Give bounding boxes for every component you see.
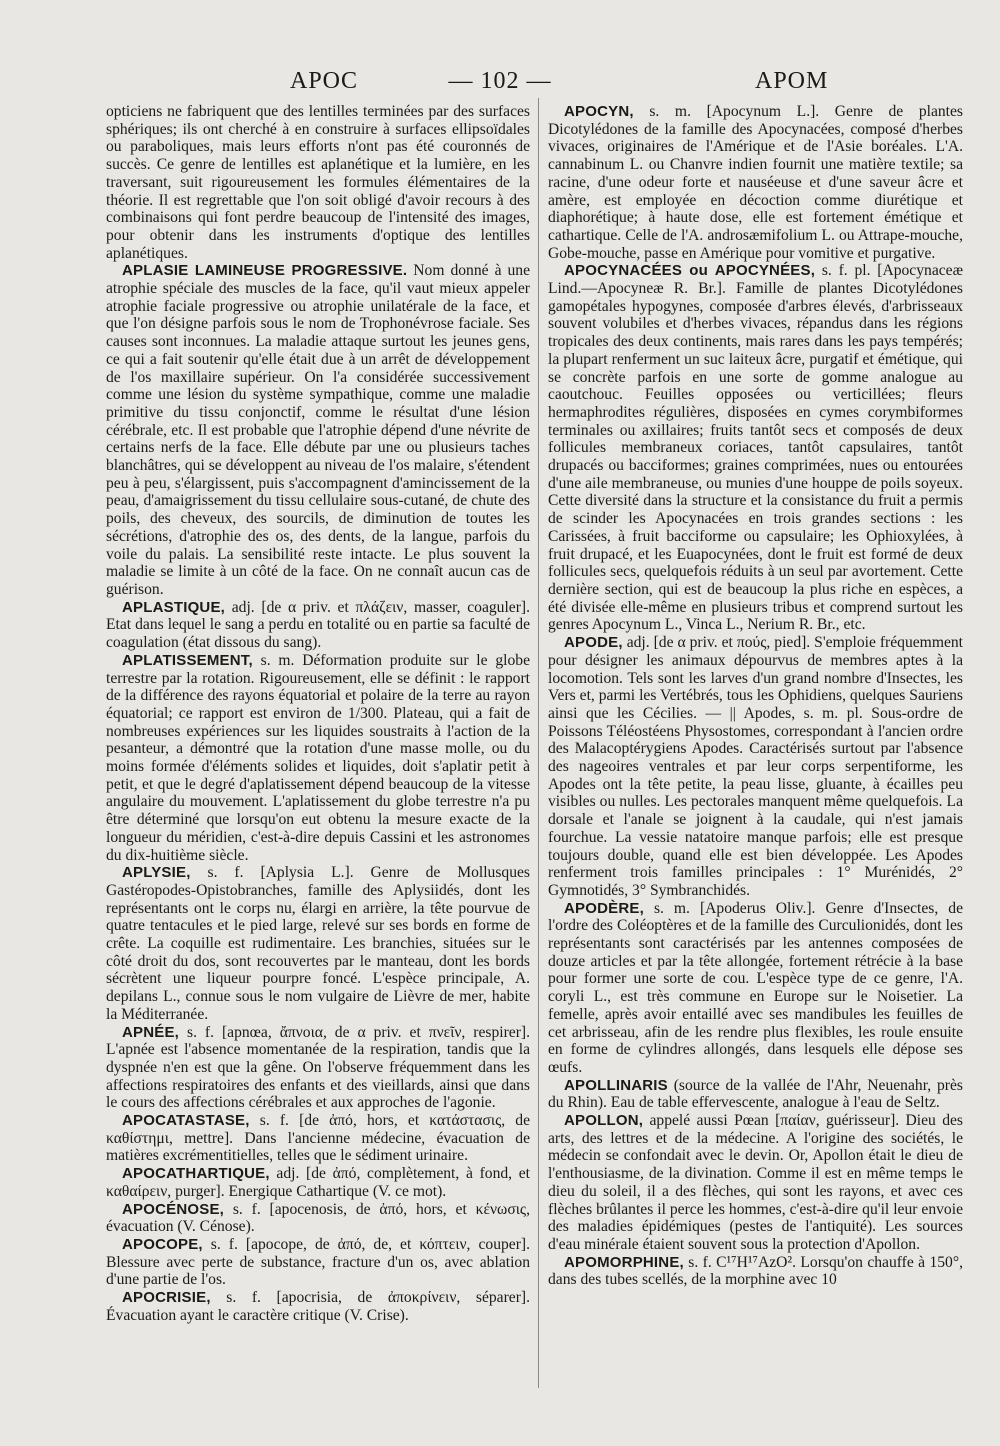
entry-text: s. f. pl. [Apocynaceæ Lind.—Apocyneæ R. Br.]. Famille de plantes Dicotylédones gamopétales hypogynes, composée d'arbres élevés, d'arbrisseaux souvent volubiles et d'herbes vivaces, répandus dans les régions tropicales des deux continents, mais rares dans les pays tempérés; la plupart renferment un suc laiteux âcre, purgatif et émétique, qui se concrète parfois en une sorte de gomme analogue au caoutchouc. Feuilles opposées ou verticillées; fleurs hermaphrodites régulières, disposées en cymes corymbiformes terminales ou axillaires; fruits tantôt secs et composés de deux follicules membraneux coriaces, tantôt capsulaires, tantôt drupacés ou bacciformes; graines comprimées, nues ou entourées d'une aile membraneuse, ou munies d'une houppe de poils soyeux. Cette diversité dans la structure et la consistance du fruit a permis de scinder les Apocynacées en trois grandes sections : les Carissées, à fruit bacciforme ou capsulaire; les Ophioxylées, à fruit drupacé, et les Euapocynées, dont le fruit est formé de deux follicules secs, quelquefois réduits à un seul par avortement. Cette dernière section, qui est de beaucoup la plus riche en espèces, a été divisée elle-même en plusieurs tribus et comprend surtout les genres Apocynum L., Vinca L., Nerium R. Br., etc. — [548, 262, 963, 634]
entry-text: s. f. [apocrisia, de ἀποκρίνειν, séparer]. Évacuation ayant le caractère critique (V. Crise). — [106, 1289, 530, 1324]
entry-text: s. f. [de ἀπό, hors, et κατάστασις, de καθίστημι, mettre]. Dans l'ancienne médecine, évacuation de matières excrémentitielles, telles que le sédiment urinaire. — [106, 1112, 530, 1165]
entry-text: adj. [de α priv. et πλάζειν, masser, coaguler]. Etat dans lequel le sang a perdu en totalité ou en partie sa faculté de coagulation (état dissous du sang). — [106, 598, 530, 652]
dictionary-entry — [106, 262, 530, 598]
dictionary-entry — [106, 1165, 530, 1200]
dictionary-entry — [548, 1254, 963, 1289]
entry-text: adj. [de ἀπό, complètement, à fond, et καθαίρειν, purger]. Energique Cathartique (V. ce mot). — [106, 1165, 530, 1200]
entry-text: (source de la vallée de l'Ahr, Neuenahr, près du Rhin). Eau de table effervescente, analogue à l'eau de Seltz. — [548, 1076, 963, 1112]
entry-text: s. m. Déformation produite sur le globe terrestre par la rotation. Rigoureusement, elle se définit : le rapport de la différence des rayons équatorial et polaire de la terre au rayon équatorial; ce rapport est environ de 1/300. Plateau, qui a fait de nombreuses expériences sur les liquides soustraits à l'action de la pesanteur, a démontré que la rotation d'une masse molle, ou du moins formée d'éléments solides et liquides, doit s'aplatir petit à petit, et que le degré d'aplatissement dépend beaucoup de la vitesse angulaire du mouvement. L'aplatissement du globe terrestre n'a pu être déterminé que lorsqu'on eut obtenu la mesure exacte de la longueur du méridien, c'est-à-dire depuis Cassini et les astronomes du dix-huitième siècle. — [106, 651, 530, 864]
entry-text: s. m. [Apoderus Oliv.]. Genre d'Insectes, de l'ordre des Coléoptères et de la famille des Curculionidés, dont les représentants sont caractérisés par les antennes composées de douze articles et par la tête allongée, fortement rétrécie à la base pour former une sorte de cou. L'espèce type de ce genre, l'A. coryli L., est très commune en Europe sur le Noisetier. La femelle, après avoir entaillé avec ses mandibules les feuilles de cet arbrisseau, afin de les rendre plus flexibles, les roule ensuite en forme de cylindres allongés, dans lesquels elle dépose ses œufs. — [548, 899, 963, 1076]
entry-headword: APOCATASTASE, — [122, 1112, 250, 1130]
entry-text: s. f. [apnœa, ἄπνοια, de α priv. et πνεῖν, respirer]. L'apnée est l'absence momentanée de la respiration, tandis que la dyspnée n'en est que la gêne. On l'observe fréquemment dans les affections respiratoires des enfants et des vieillards, ainsi que dans le cours des affections cérébrales et aux approches de l'agonie. — [106, 1023, 530, 1112]
dictionary-entry — [106, 1289, 530, 1324]
entry-headword: APODÈRE, — [564, 899, 644, 917]
entry-headword: APLYSIE, — [122, 864, 191, 882]
column-divider — [538, 98, 539, 1388]
entry-headword: APODE, — [564, 634, 623, 652]
entry-text: s. f. [Aplysia L.]. Genre de Mollusques Gastéropodes-Opistobranches, famille des Aplysiidés, dont les représentants ont le corps nu, élargi en arrière, la tête pourvue de quatre tentacules et le pied large, relevé sur ses bords en forme de crête. La coquille est rudimentaire. Les branchies, situées sur le côté droit du dos, sont recouvertes par le manteau, dont les bords sécrètent une liqueur pourpre foncé. L'espèce principale, A. depilans L., connue sous le nom vulgaire de Lièvre de mer, habite la Méditerranée. — [106, 864, 530, 1023]
entry-headword: APOCATHARTIQUE, — [122, 1165, 270, 1183]
entry-headword: APLASTIQUE, — [122, 598, 226, 616]
left-column — [106, 103, 530, 1325]
header-left-guideword: APOC — [290, 68, 359, 94]
entry-headword: APLATISSEMENT, — [122, 651, 253, 669]
entry-text: appelé aussi Pœan [παίαν, guérisseur]. Dieu des arts, des lettres et de la médecine. A l'origine des sociétés, le médecin se confondait avec le devin. Or, Apollon était le dieu de l'enthousiasme, de la divination. Comme il est en même temps le dieu du soleil, il a des flèches, qui sont les rayons, et avec ces flèches brûlantes il perce les hommes, c'est-à-dire qu'il leur envoie des maladies épidémiques (pestes de l'antiquité). Les sources d'eau minérale étaient souvent sous la protection d'Apollon. — [548, 1112, 963, 1253]
dictionary-entry — [548, 1112, 963, 1254]
entry-headword: APLASIE LAMINEUSE PROGRESSIVE. — [122, 262, 408, 280]
entry-headword: APOCÉNOSE, — [122, 1200, 225, 1218]
entry-text: adj. [de α priv. et πούς, pied]. S'emploie fréquemment pour désigner les animaux dépourvus de membres aptes à la locomotion. Tels sont les larves d'un grand nombre d'Insectes, les Vers et, parmi les Vertébrés, tous les Ophidiens, quelques Sauriens ainsi que les Cécilies. — || Apodes, s. m. pl. Sous-ordre de Poissons Téléostéens Physostomes, correspondant à l'ancien ordre des Malacoptérygiens Apodes. Caractérisés surtout par l'absence des nageoires ventrales et par leur corps serpentiforme, les Apodes ont la tête petite, la peau lisse, gluante, à écailles peu visibles ou nulles. Les pectorales manquent même quelquefois. La dorsale et l'anale se joignent à la caudale, qui n'est jamais fourchue. La vessie natatoire manque parfois; elle est presque toujours double, quand elle est bien développée. Les Apodes renferment trois familles principales : 1° Murénidés, 2° Gymnotidés, 3° Symbranchidés. — [548, 634, 963, 899]
dictionary-entry — [548, 103, 963, 262]
dictionary-entry — [106, 1201, 530, 1236]
header-right-guideword: APOM — [755, 68, 829, 94]
entry-continuation — [106, 103, 530, 262]
right-column — [548, 103, 963, 1289]
entry-headword: APOCRISIE, — [122, 1289, 211, 1307]
running-head — [0, 62, 1000, 102]
entry-text: s. m. [Apocynum L.]. Genre de plantes Dicotylédones de la famille des Apocynacées, composé d'herbes vivaces, originaires de l'Amérique et de l'Asie boréales. L'A. cannabinum L. ou Chanvre indien fournit une matière textile; sa racine, d'une odeur forte et nauséeuse et d'une saveur âcre et amère, est employée en décoction comme diurétique et diaphorétique; à haute dose, elle est fortement émétique et cathartique. Celle de l'A. androsæmifolium L. ou Attrape-mouche, Gobe-mouche, passe en Amérique pour vomitive et purgative. — [548, 103, 963, 262]
entry-text: s. f. [apocenosis, de ἀπό, hors, et κένωσις, évacuation (V. Cénose). — [106, 1200, 530, 1236]
entry-headword: APOCYNACÉES ou APOCYNÉES, — [564, 262, 816, 280]
entry-headword: APOLLON, — [564, 1112, 644, 1130]
dictionary-entry — [548, 634, 963, 900]
entry-headword: APNÉE, — [122, 1023, 180, 1041]
entry-text: s. f. [apocope, de ἀπό, de, et κόπτειν, couper]. Blessure avec perte de substance, fracture d'un os, avec ablation d'une partie de l'os. — [106, 1236, 530, 1289]
entry-text: s. f. C¹⁷H¹⁷AzO². Lorsqu'on chauffe à 150°, dans des tubes scellés, de la morphine avec 10 — [548, 1253, 963, 1289]
dictionary-entry — [106, 864, 530, 1023]
entry-text: opticiens ne fabriquent que des lentilles terminées par des surfaces sphériques; ils ont cherché à en construire à surfaces ellipsoïdales ou paraboliques, mais leurs efforts n'ont pas été couronnés de succès. Ce genre de lentilles est aplanétique et la lumière, en les traversant, suit rigoureusement les formules élémentaires de la théorie. Il est regrettable que l'on soit obligé d'avoir recours à des combinaisons qui font perdre beaucoup de l'intensité des images, pour obtenir dans les instruments d'optique des lentilles aplanétiques. — [106, 103, 530, 262]
dictionary-entry — [106, 1112, 530, 1165]
entry-headword: APOLLINARIS — [564, 1076, 668, 1094]
dictionary-entry — [548, 900, 963, 1077]
dictionary-entry — [106, 1024, 530, 1113]
entry-headword: APOMORPHINE, — [564, 1253, 684, 1271]
page-number: — 102 — — [448, 68, 552, 94]
entry-headword: APOCOPE, — [122, 1236, 203, 1253]
entry-text: Nom donné à une atrophie spéciale des muscles de la face, qu'il vaut mieux appeler atrophie faciale progressive ou atrophie unilatérale de la face, et que l'on désigne parfois sous le nom de Trophonévrose faciale. Ses causes sont inconnues. La maladie attaque surtout les jeunes gens, ce qui a fait soutenir qu'elle était due à un arrêt de développement de l'os maxillaire supérieur. On l'a considérée successivement comme une lésion du système sympathique, comme une maladie primitive du tissu conjonctif, comme le résultat d'une lésion cérébrale, etc. Il est probable que l'atrophie dépend d'une névrite de certains nerfs de la face. Elle débute par une ou plusieurs taches blanchâtres, qui se développent au niveau de l'os malaire, s'étendent peu à peu, s'élargissent, puis s'accompagnent d'amincissement de la peau, d'amaigrissement du tissu cellulaire sous-cutané, de chute des poils, des cheveux, des sourcils, de diminution de toutes les sécrétions, d'atrophie des os, des dents, de la langue, parfois du voile du palais. La sensibilité reste intacte. Le plus souvent la maladie se limite à un côté de la face. On ne connaît aucun cas de guérison. — [106, 262, 531, 598]
dictionary-entry — [106, 652, 530, 864]
dictionary-entry — [548, 262, 963, 634]
dictionary-entry — [548, 1077, 963, 1112]
dictionary-entry — [106, 1236, 530, 1289]
dictionary-entry — [106, 599, 530, 652]
entry-headword: APOCYN, — [564, 103, 634, 120]
